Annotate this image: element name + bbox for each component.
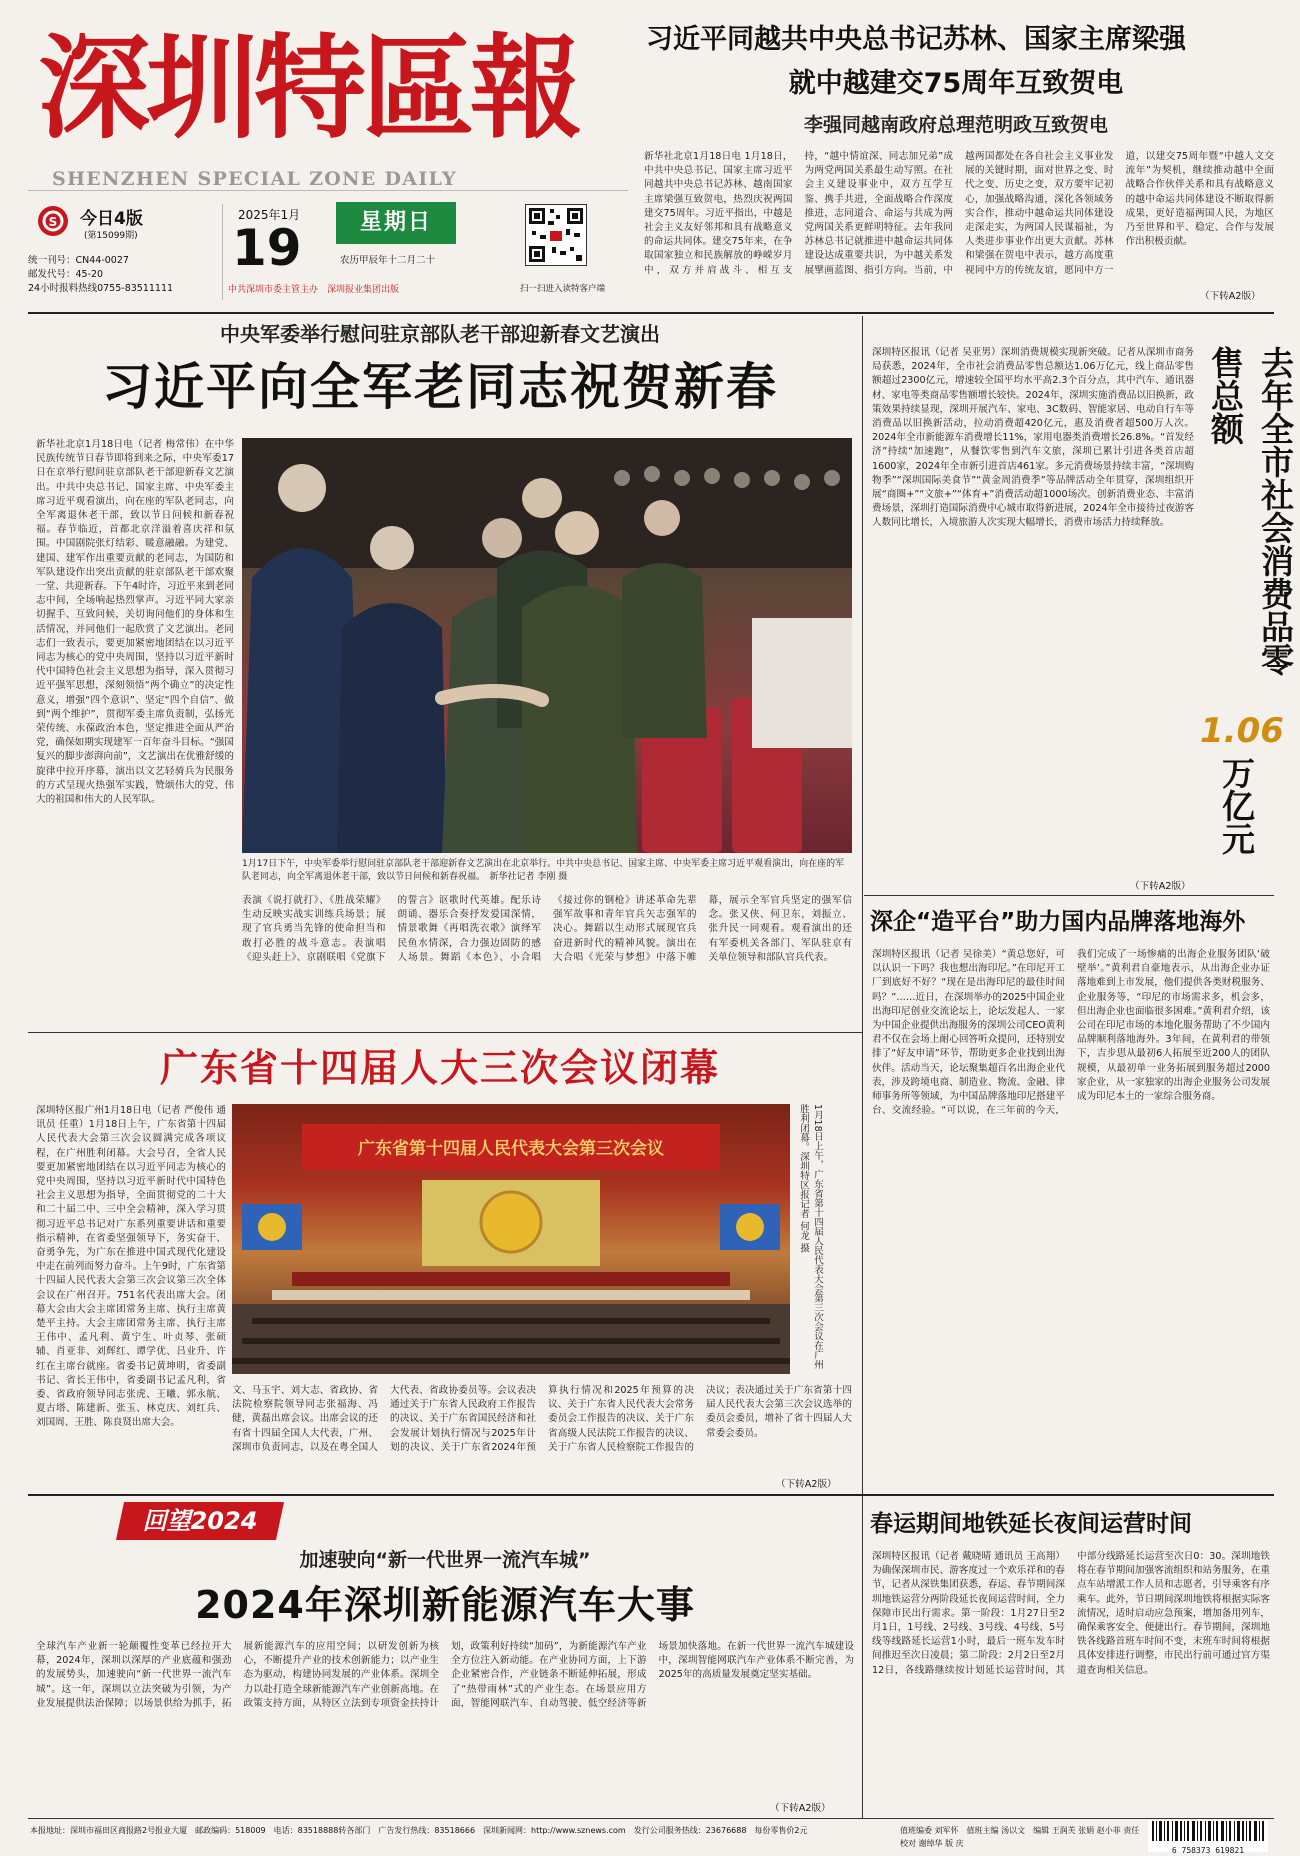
date-year-month: 2025年1月 (238, 208, 301, 222)
top-story-continue: （下转A2版） (1200, 291, 1261, 302)
lead-headline: 习近平向全军老同志祝贺新春 (102, 358, 778, 416)
post-code: 邮发代号：45-20 (28, 269, 104, 280)
issue-info (28, 200, 218, 300)
masthead-title-en: SHENZHEN SPECIAL ZONE DAILY (52, 168, 457, 190)
metro-body: 深圳特区报讯（记者 戴晓晴 通讯员 王高翔）为确保深圳市民、游客度过一个欢乐祥和的春节，记者从深铁集团获悉，春运、春节期间深圳地铁运营分两阶段延长夜间运营时间，全力保障市民出行需求。第一阶段：1月27日至2月1日，1号线、2号线、3号线、4号线、5号线等线路延长运营1小时，最后一班车发车时间推迟至次日凌晨；第二阶段：2月2日至2月12日，各线路继续按计划延长运营时间，其中部分线路延长运营至次日0：30。深圳地铁将在春节期间加强客流组织和站务服务，在重点车站增派工作人员和志愿者，引导乘客有序乘车。此外，节日期间深圳地铁将根据实际客流情况，适时启动应急预案，增加备用列车，确保乘客安全、便捷出行。春节期间，深圳地铁各线路首班车时间不变，末班车时间将根据具体安排进行调整，市民出行前可通过官方渠道查询相关信息。 (872, 1551, 1270, 1676)
review-headline: 2024年深圳新能源汽车大事 (195, 1583, 695, 1627)
review-body: 全球汽车产业新一轮颠覆性变革已经拉开大幕，2024年，深圳以深厚的产业底蕴和强劲的发展势头，加速驶向“新一代世界一流汽车城”。这一年，深圳以立法突破为引领，为产业发展提供法治保障；以场景供给为抓手，拓展新能源汽车的应用空间；以研发创新为核心，不断提升产业的技术创新能力；以产业生态为驱动，构建协同发展的产业体系。深圳全力以赴打造全球新能源汽车产业创新高地。在政策支持方面，从特区立法到专项资金扶持计划，政策利好持续“加码”，为新能源汽车产业全方位注入新动能。在产业协同方面，上下游企业紧密合作，产业链条不断延伸拓展，形成了“热带雨林”式的产业生态。在场景应用方面，智能网联汽车、自动驾驶、低空经济等新场景加快落地。在新一代世界一流汽车城建设中，深圳智能网联汽车产业体系不断完善，为2025年的高质量发展奠定坚实基础。 (36, 1641, 854, 1709)
lead-photo-caption: 1月17日下午，中央军委举行慰问驻京部队老干部迎新春文艺演出在北京举行。中共中央总书记、国家主席、中央军委主席习近平观看演出，向在座的军队老同志，向全军离退休老干部，致以节日问候和新春祝福。 新华社记者 李刚 摄 (242, 859, 845, 882)
lead-photo (242, 438, 852, 853)
consumption-headline-text: 去年全市社会消费品零售总额 (1206, 346, 1295, 676)
guangdong-body: 深圳特区报广州1月18日电（记者 严俊伟 通讯员 任重）1月18日上午，广东省第十四届人民代表大会第三次会议圆满完成各项议程，在广州胜利闭幕。大会号召，全省人民要更加紧密地团结在以习近平同志为核心的党中央周围，坚持以习近平新时代中国特色社会主义思想为指导，全面贯彻党的二十大和二十届二中、三中全会精神，深入学习贯彻习近平总书记对广东系列重要讲话和重要指示精神，在省委坚强领导下，务实奋干、奋勇争先，为广东在推进中国式现代化建设中走在前列而努力奋斗。上午9时，广东省第十四届人民代表大会第三次会议第三次全体会议在广州召开。751名代表出席大会。闭幕大会由大会主席团常务主席、执行主席黄楚平主持。大会主席团常务主席、执行主席王伟中、孟凡利、黄宁生、叶贞琴、张硕辅、肖亚非、刘辉红、谭学优、吕业升、许红在主席台就座。省委书记黄坤明，省委副书记、省长王伟中，省委副书记孟凡利，省委、省政府领导同志张虎、王曦、郭永航、夏古塔、陈建新、张玉、林克庆、刘红兵、刘国周、王胜、陈良贤出席大会。 (36, 1105, 226, 1429)
consumption-headline (1200, 346, 1295, 876)
guangdong-body-bottom: 文、马玉宇、刘大志、省政协、省法院检察院领导同志张福海、冯健，黄磊出席会议。出席会议的还有省十四届全国人大代表，广州、深圳市负责同志，以及在粤全国人大代表、省政协委员等。会议表决通过关于广东省人民政府工作报告的决议、关于广东省国民经济和社会发展计划执行情况与2025年计划的决议、关于广东省2024年预算执行情况和2025年预算的决议、关于广东省人民代表大会常务委员会工作报告的决议、关于广东省高级人民法院工作报告的决议、关于广东省人民检察院工作报告的决议；表决通过关于广东省第十四届人民代表大会第三次会议选举的委员会委员，增补了省十四届人大常委会委员。 (232, 1385, 852, 1453)
qr-caption: 扫一扫进入读特客户端 (520, 284, 606, 294)
platform-body: 深圳特区报讯（记者 吴徐美）“黄总您好，可以认识一下吗？我也想出海印尼。”在印尼开工厂到底好不好？“现在是出海印尼的最佳时间吗？”……近日，在深圳举办的2025中国企业出海印尼创业交流论坛上，论坛发起人、一家为中国企业提供出海服务的深圳公司CEO黄利君不仅在会场上耐心回答听众提问，还特别安排了“好友申请”环节，帮助更多企业找到出海伙伴。活动当天，论坛聚集超百名出海企业代表，涉及跨境电商、制造业、物流、金融、律师事务所等领域，为中国品牌落地印尼搭建平台、交流经验。“可以说，在三年前的今天，我们完成了一场惨痛的出海企业服务团队‘破壁举’。”黄利君自豪地表示，从出海企业办证落地难到上市发展，他们提供各类财税服务、企业服务等，“印尼的市场需求多，机会多，但出海企业也面临很多困难。”黄利君介绍，该公司在印尼市场的本地化服务帮助了不少国内品牌顺利落地海外。3年间，在黄利君的带领下，吉步思从最初6人拓展至近200人的团队规模，从最初单一业务拓展到服务超过2000家企业，从一家独家的出海企业服务公司发展成为印尼本土的一家综合服务商。 (872, 949, 1270, 1117)
guangdong-photo-banner: 广东省第十四届人民代表大会第三次会议 (358, 1139, 664, 1159)
date-day: 19 (232, 219, 302, 277)
hotline: 24小时报料热线0755-83511111 (28, 283, 174, 294)
consumption-continue: （下转A2版） (1130, 881, 1191, 892)
review-badge (116, 1502, 284, 1540)
metro-headline: 春运期间地铁延长夜间运营时间 (870, 1511, 1192, 1537)
lead-body-bottom: 表演《说打就打》、《胜战荣耀》生动反映实战实训练兵场景；展现了官兵勇当先锋的使命担当和敢打必胜的战斗意志。表演唱《迎头赶上》、京剧联唱《党旗下的誓言》讴歌时代英雄。配乐诗朗诵、器乐合奏抒发爱国深情，情景歌舞《再唱洗衣歌》演绎军民鱼水情深，合力强边固防的感人场景。舞蹈《本色》、小合唱《接过你的钢枪》讲述革命先辈强军故事和青年官兵矢志强军的决心。舞蹈以生动形式展现官兵奋进新时代的精神风貌。演出在大合唱《光荣与梦想》中落下帷幕，展示全军官兵坚定的强军信念。张又侠、何卫东，刘振立、张升民一同观看。观看演出的还有军委机关各部门、军队驻京有关单位领导和部队官兵代表。 (242, 895, 852, 963)
lead-body-left: 新华社北京1月18日电（记者 梅常伟）在中华民族传统节日春节即将到来之际，中央军委17日在京举行慰问驻京部队老干部迎新春文艺演出。中共中央总书记、国家主席、中央军委主席习近平观看演出，向在座的军队老同志，向全军离退休老干部，致以节日问候和新春祝福。春节临近，首都北京洋溢着喜庆祥和氛围。中国剧院张灯结彩、暖意融融。为建党、建国、建军作出重要贡献的老同志，为国防和军队建设作出突出贡献的驻京部队老干部欢聚一堂、共迎新春。下午4时许，习近平来到老同志中间，全场响起热烈掌声。习近平同大家亲切握手、互致问候，关切询问他们的身体和生活情况，并同他们一起欣赏了文艺演出。老同志们一致表示，要更加紧密地团结在以习近平同志为核心的党中央周围，坚持以习近平新时代中国特色社会主义思想为指导，深入贯彻习近平强军思想，深刻领悟“两个确立”的决定性意义，增强“四个意识”、坚定“四个自信”、做到“两个维护”，贯彻军委主席负责制，弘扬光荣传统、永葆政治本色，坚定推进全面从严治党，确保如期实现建军一百年奋斗目标。“强国复兴的脚步澎湃向前”，文艺演出在优雅舒缓的旋律中拉开序幕，演出以文艺轻骑兵为民服务的方式呈现火热强军实践，赞颂伟大的党、伟大的祖国和伟大的人民军队。 (36, 439, 234, 806)
guangdong-photo (232, 1104, 790, 1374)
review-continue: （下转A2版） (770, 1803, 831, 1814)
lead-kicker: 中央军委举行慰问驻京部队老干部迎新春文艺演出 (220, 322, 660, 346)
qr-code[interactable] (525, 204, 587, 266)
publisher-line: 中共深圳市委主管主办 深圳报业集团出版 (228, 285, 400, 295)
issue-number: (第15099期) (84, 231, 138, 241)
top-story-subhead: 李强同越南政府总理范明政互致贺电 (803, 114, 1108, 136)
guangdong-photo-caption (796, 1104, 856, 1374)
guangdong-continue: （下转A2版） (776, 1479, 837, 1490)
top-story-headline-1: 习近平同越共中央总书记苏林、国家主席梁强 (646, 24, 1186, 55)
review-kicker: 加速驶向“新一代世界一流汽车城” (299, 1549, 591, 1571)
consumption-unit: 万亿元 (1217, 756, 1256, 855)
masthead-title: 深圳特區報 (38, 23, 578, 154)
consumption-body: 深圳特区报讯（记者 吴亚男）深圳消费规模实现新突破。记者从深圳市商务局获悉，2024年，全市社会消费品零售总额达1.06万亿元，线上商品零售额超过2300亿元，增速较全国平均水平高2.3个百分点，其中汽车、通讯器材、家电等类商品零售额增长较快。2024年，深圳实施消费品以旧换新，政策效果持续显现，深圳开展汽车、家电、3C数码、智能家居、电动自行车等消费品以旧换新活动，拉动消费超420亿元，惠及消费者超500万人次。2024年全市新能源车消费增长11%，家用电器类消费增长26.8%。“首发经济”持续“加速跑”，从餐饮零售到汽车文旅，深圳已累计引进各类首店超1600家，2024年全市新引进首店461家。多元消费场景持续丰富，“深圳购物季”“深圳国际美食节”“黄金周消费季”等品牌活动全年贯穿，深圳组织开展“商圈+”“文旅+”“体育+”消费活动超1000场次。创新消费业态、丰富消费场景，深圳打造国际消费中心城市取得新进展，2024年全市接待过夜游客人数同比增长，入境旅游人次实现大幅增长，消费市场活力持续释放。 (872, 347, 1194, 529)
top-story-body: 新华社北京1月18日电 1月18日，中共中央总书记、国家主席习近平同越共中央总书记苏林、越南国家主席梁强互致贺电，热烈庆祝两国建交75周年。习近平指出，中越是社会主义友好邻邦和具有战略意义的命运共同体。建交75年来，在争取国家独立和民族解放的峥嵘岁月中，双方并肩战斗、相互支持，“越中情谊深、同志加兄弟”成为两党两国关系最生动写照。在社会主义建设事业中，双方互学互鉴、携手共进，全面战略合作深度推进，志同道合、命运与共成为两党两国关系更鲜明特征。去年我同苏林总书记就推进中越命运共同体建设达成重要共识，为中越关系发展擘画蓝图、指引方向。当前，中越两国都处在各自社会主义事业发展的关键时期，面对世界之变、时代之变、历史之变，双方要牢记初心，加强战略沟通，深化各领域务实合作，推动中越命运共同体建设走深走实，为两国人民谋福祉，为人类进步事业作出更大贡献。苏林和梁强在贺电中表示，越方高度重视同中方的传统友谊，愿同中方一道，以建交75周年暨“中越人文交流年”为契机，继续推动越中全面战略合作伙伴关系和具有战略意义的越中命运共同体建设不断取得新成果，更好造福两国人民，为地区乃至世界和平、稳定、合作与发展作出积极贡献。 (644, 151, 1274, 276)
guangdong-photo-caption-text: 1月18日上午，广东省第十四届人民代表大会第三次会议在广州胜利闭幕。深圳特区报记者 何龙 摄 (798, 1104, 823, 1370)
barcode-number: 6 758373 619821 (1171, 1846, 1245, 1855)
today-pages: 今日4版 (80, 209, 143, 229)
date-block (228, 200, 518, 300)
footer-editors: 值班编委 刘军怀 值班主编 汤以文 编辑 王润芙 张娟 赵小菲 责任校对 谢绰华 版 庆 (900, 1826, 1140, 1848)
guangdong-headline: 广东省十四届人大三次会议闭幕 (159, 1046, 720, 1090)
review-badge-label: 回望2024 (142, 1507, 258, 1535)
weekday-label: 星期日 (359, 210, 432, 235)
top-story-headline-2: 就中越建交75周年互致贺电 (788, 68, 1124, 99)
cn-number: 统一刊号：CN44-0027 (28, 255, 129, 266)
lunar-date: 农历甲辰年十二月二十 (340, 255, 436, 266)
platform-headline: 深企“造平台”助力国内品牌落地海外 (870, 909, 1246, 935)
paper-logo-icon (38, 206, 68, 236)
footer-address: 本报地址：深圳市福田区商报路2号报业大厦 邮政编码：518009 电话：83518888转各部门 广告发行热线：83518666 深圳新闻网：http://www.sznews.com 发行公司服务热线：23676688 每份零售价2元 (30, 1826, 808, 1835)
weekday-badge (336, 202, 456, 244)
consumption-amount: 1.06 (1200, 711, 1284, 751)
svg-text:S: S (48, 215, 58, 229)
barcode (1148, 1820, 1268, 1855)
